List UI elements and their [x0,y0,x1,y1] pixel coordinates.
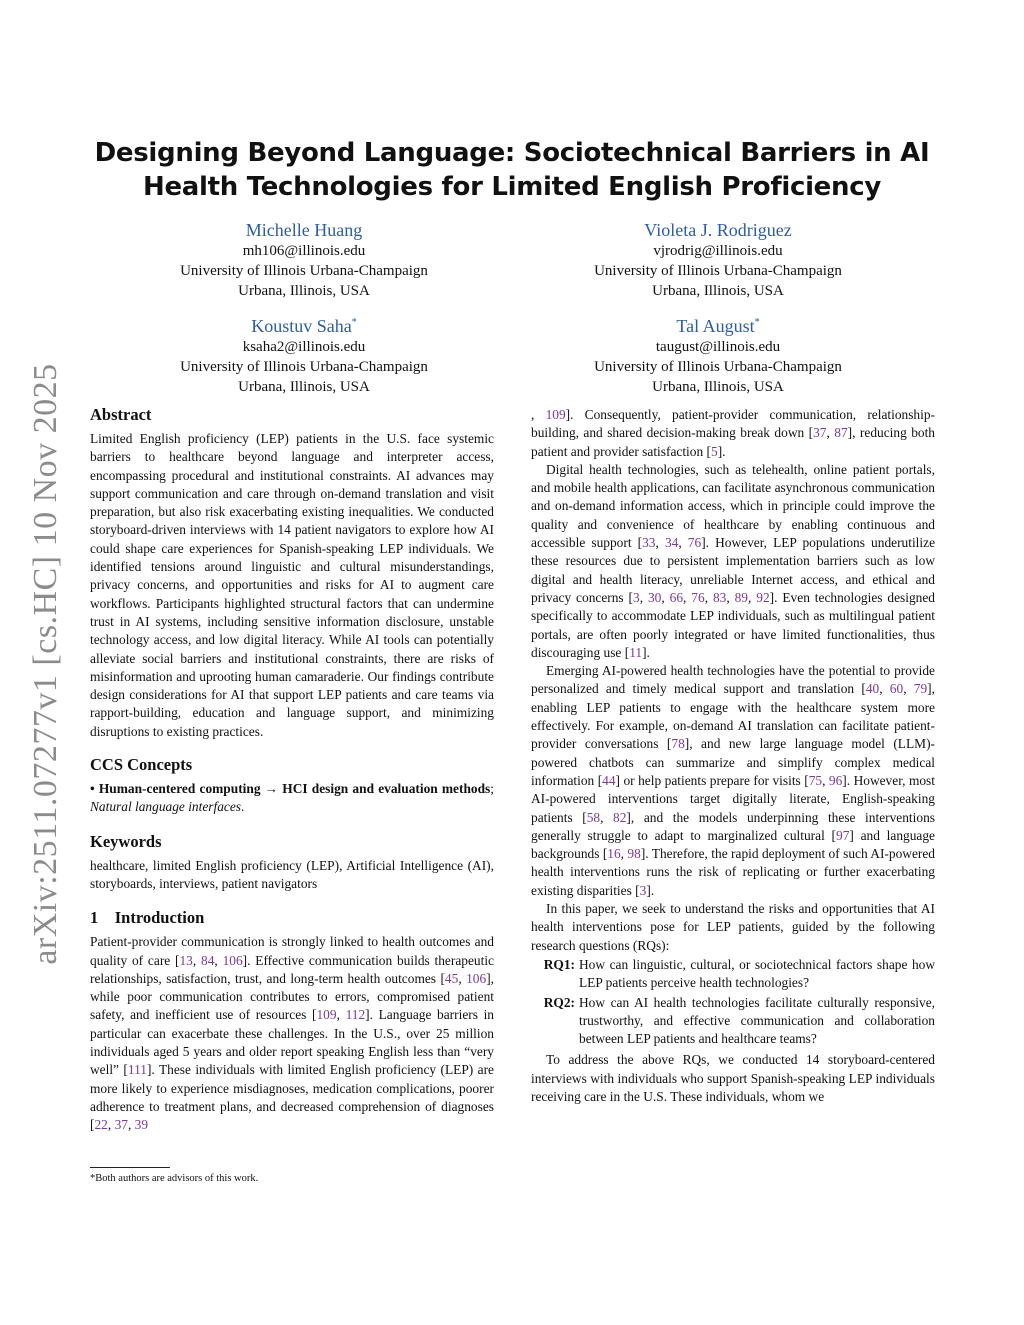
author-email: ksaha2@illinois.edu [242,339,366,355]
citation-link[interactable]: 58 [586,809,601,825]
citation-link[interactable]: 106 [222,952,243,968]
citation-link[interactable]: 16 [607,846,621,862]
citation-link[interactable]: 111 [127,1062,147,1078]
citation-link[interactable]: 75 [808,772,823,788]
research-question-1: RQ1: How can linguistic, cultural, or sociotechnical factors shape how LEP patients perceive health technologies? [543,956,935,991]
abstract-heading: Abstract [90,405,152,424]
intro-paragraph-2: Digital health technologies, such as telehealth, online patient portals, and mobile health applications, can facilitate asynchronous communication and on-demand information access, which in principle could improve the quality and convenience of healthcare by enabling continuous and accessible support [33, 34, 76]. However, LEP populations underutilize these resources due to persistent implementation barriers such as low digital and health literacy, unreliable Internet access, and ethical and privacy concerns [3, 30, 66, 76, 83, 89, 92]. Even technologies designed specifically to accommodate LEP individuals, such as multilingual patient portals, are often poorly integrated or have limited functionalities, thus discouraging use [11]. [531,461,936,660]
footnote: *Both authors are advisors of this work. [90,1173,259,1184]
author-email: mh106@illinois.edu [242,243,366,259]
citation-link[interactable]: 44 [602,772,616,788]
citation-link[interactable]: 39 [134,1117,149,1133]
citation-link[interactable]: 89 [734,589,748,605]
intro-paragraph-1-cont: , 109]. Consequently, patient-provider communication, relationship-building, and shared decision-making break down [37, 87], reducing both patient and provider satisfaction [5]. [531,407,936,459]
citation-link[interactable]: 96 [828,772,843,788]
ccs-heading: CCS Concepts [90,755,193,775]
research-question-2: RQ2: How can AI health technologies facilitate culturally responsive, trustworthy, and effective communication and collaboration between LEP patients and healthcare teams? [543,994,935,1047]
citation-link[interactable]: 30 [647,589,662,605]
intro-paragraph-1: Patient-provider communication is strongly linked to health outcomes and quality of care [13, 84, 106]. Effective communication builds therapeutic relationships, satisfaction, trust, and long-term health outcomes [45, 106], while poor communication contributes to errors, compromised patient safety, and inefficient use of resources [109, 112]. Language barriers in particular can exacerbate these challenges. In the U.S., over 25 million individuals aged 5 years and older report speaking English less than “very well” [111]. These individuals with limited English proficiency (LEP) are more likely to experience misdiagnoses, medication complications, poorer adherence to treatment plans, and decreased comprehension of diagnoses [22, 37, 39 [90,934,494,1133]
citation-link[interactable]: 37 [813,425,827,441]
intro-paragraph-3: Emerging AI-powered health technologies have the potential to provide personalized and timely medical support and translation [40, 60, 79], enabling LEP patients to engage with the healthcare system more effectively. For example, on-demand AI translation can facilitate patient-provider conversations [78], and new large language model (LLM)-powered chatbots can summarize and simplify complex medical information [44] or help patients prepare for visits [75, 96]. However, most AI-powered interventions target digitally literate, English-speaking patients [58, 82], and the models underpinning these interventions generally struggle to adapt to marginalized cultural [97] and language backgrounds [16, 98]. Therefore, the rapid deployment of such AI-powered health interventions runs the risk of replicating or further exacerbating existing disparities [3]. [531,663,935,898]
citation-link[interactable]: 34 [664,535,679,551]
citation-link[interactable]: 79 [913,681,928,697]
footnote-divider [90,1167,170,1168]
citation-link[interactable]: 45 [444,970,459,986]
citation-link[interactable]: 76 [687,535,702,551]
arxiv-identifier: arXiv:2511.07277v1 [cs.HC] 10 Nov 2025 [27,363,64,965]
citation-link[interactable]: 3 [633,589,640,605]
author-email: taugust@illinois.edu [655,339,781,355]
author-name[interactable]: Tal August* [676,316,760,336]
author-location: Urbana, Illinois, USA [238,379,370,395]
citation-link[interactable]: 22 [94,1117,108,1133]
citation-link[interactable]: 109 [545,407,566,422]
citation-link[interactable]: 60 [889,681,904,697]
citation-link[interactable]: 87 [834,425,848,441]
left-column [90,404,494,1135]
author-affiliation: University of Illinois Urbana-Champaign [180,263,428,279]
citation-link[interactable]: 106 [466,970,487,986]
citation-link[interactable]: 5 [710,443,718,459]
author-location: Urbana, Illinois, USA [238,283,370,299]
abstract-text: Limited English proficiency (LEP) patients in the U.S. face systemic barriers to healthcare beyond language and interpreter access, encompassing procedural and institutional constraints. AI advances may support communication and care through on-demand translation and visit preparation, but also risk exacerbating existing inequalities. We conducted storyboard-driven interviews with 14 patient navigators to explore how AI could shape care experiences for Spanish-speaking LEP individuals. We identified tensions around linguistic and cultural misunderstandings, privacy concerns, and opportunities and risks for AI to augment care workflows. Participants highlighted structural factors that can undermine trust in AI systems, including sensitive information disclosure, unstable technology access, and low digital literacy. While AI tools can potentially alleviate social barriers and institutional constraints, there are risks of misinformation and uprooting human camaraderie. Our findings contribute design considerations for AI that support LEP patients and care teams via rapport-building, education and language support, and minimizing disruptions to existing practices. [90,431,494,739]
author-name[interactable]: Koustuv Saha* [251,316,357,336]
keywords-heading: Keywords [90,831,162,851]
author-block-1 [94,216,514,301]
citation-link[interactable]: 109 [316,1007,337,1023]
author-block-3 [94,312,514,397]
author-block-2 [508,216,928,301]
citation-link[interactable]: 3 [639,882,647,898]
introduction-heading: 1 Introduction [90,908,205,928]
intro-paragraph-5: To address the above RQs, we conducted 14 storyboard-centered interviews with individuals who support Spanish-speaking LEP individuals receiving care in the U.S. These individuals, whom we [531,1052,935,1104]
intro-paragraph-4: In this paper, we seek to understand the risks and opportunities that AI health interventions pose for LEP patients, guided by the following research questions (RQs): [531,901,935,953]
paper-title: Designing Beyond Language: Sociotechnical Barriers in AI Health Technologies for Limited English Proficiency [94,138,930,202]
author-affiliation: University of Illinois Urbana-Champaign [594,359,842,375]
citation-link[interactable]: 66 [669,589,684,605]
citation-link[interactable]: 98 [627,846,641,862]
author-name[interactable]: Violeta J. Rodriguez [644,220,792,240]
author-affiliation: University of Illinois Urbana-Champaign [180,359,428,375]
citation-link[interactable]: 33 [642,535,656,551]
citation-link[interactable]: 76 [691,589,705,605]
author-location: Urbana, Illinois, USA [652,379,784,395]
ccs-concepts: • Human-centered computing → HCI design and evaluation methods; Natural language interfaces. [90,781,494,815]
citation-link[interactable]: 83 [712,589,727,605]
citation-link[interactable]: 40 [865,681,880,697]
keywords-text: healthcare, limited English proficiency (LEP), Artificial Intelligence (AI), storyboards, interviews, patient navigators [90,857,494,891]
right-column [531,406,935,1106]
citation-link[interactable]: 13 [179,952,193,968]
author-block-4 [508,312,928,397]
citation-link[interactable]: 11 [629,644,643,660]
citation-link[interactable]: 112 [345,1007,366,1023]
citation-link[interactable]: 82 [613,809,627,825]
citation-link[interactable]: 78 [671,736,685,752]
author-affiliation: University of Illinois Urbana-Champaign [594,263,842,279]
citation-link[interactable]: 84 [201,952,215,968]
author-location: Urbana, Illinois, USA [652,283,784,299]
author-name[interactable]: Michelle Huang [245,220,363,240]
citation-link[interactable]: 37 [114,1117,128,1133]
citation-link[interactable]: 92 [756,589,770,605]
citation-link[interactable]: 97 [836,827,850,843]
author-email: vjrodrig@illinois.edu [653,243,783,259]
